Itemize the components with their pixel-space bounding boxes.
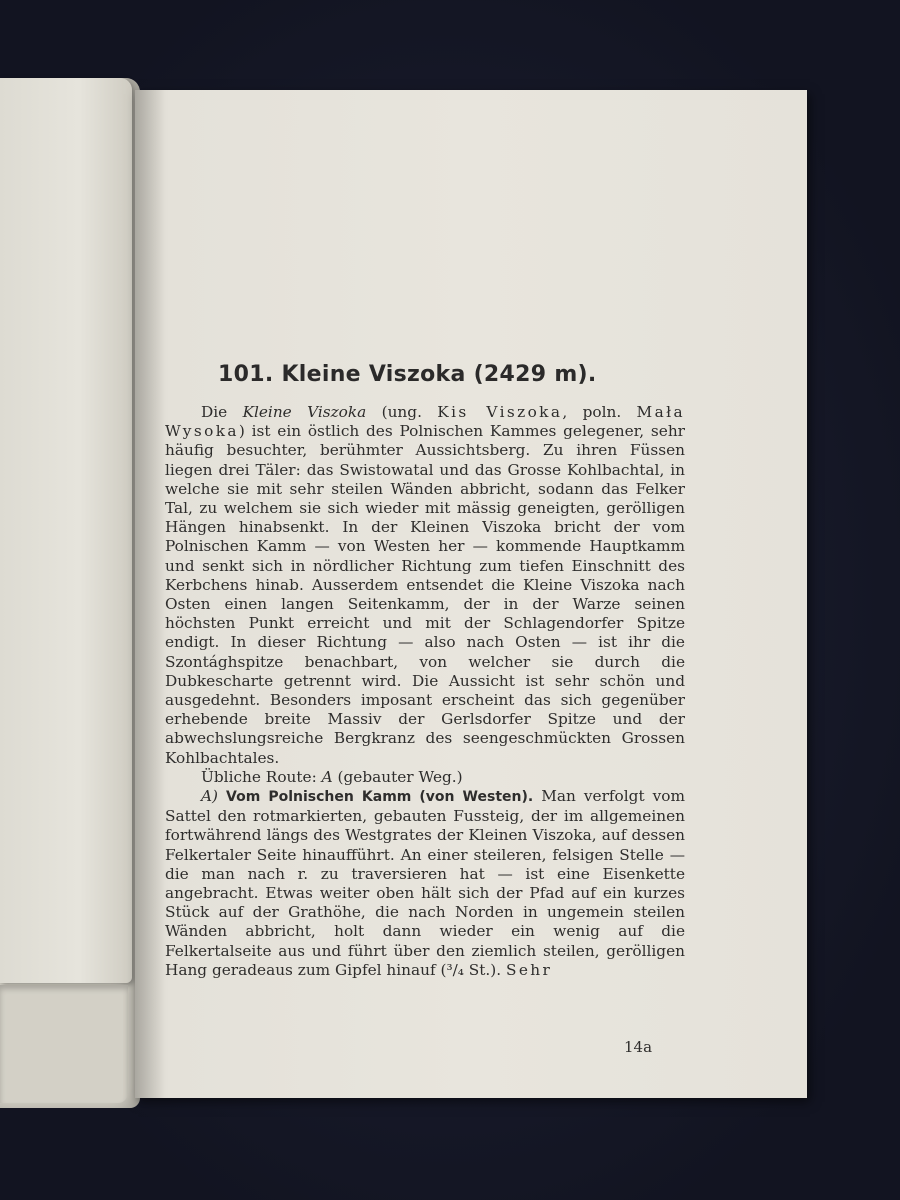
text-run: Die (201, 403, 243, 421)
page-number: 14a (624, 1038, 653, 1056)
text-run: , poln. (562, 403, 637, 421)
text-run: Man verfolgt vom Sattel den rotmarkierten, gebauten Fussteig, der im allgemeinen fortwährend längs des Westgrates der Kleinen Viszoka, auf dessen Felkertaler Seite hinaufführt. An einer steileren, felsigen Stelle — die man nach r. zu traversieren hat — ist eine Eisenkette angebracht. Etwas weiter oben hält sich der Pfad auf ein kurzes Stück auf der Grathöhe, die nach Norden in ungemein steilen Wänden abbricht, holt dann wieder ein wenig auf die Felkertalseite aus und führt über den ziemlich steilen, gerölligen Hang geradeaus zum Gipfel hinauf ( (165, 787, 685, 979)
hungarian-name: Kis Viszoka (437, 403, 563, 421)
text-run: (ung. (366, 403, 438, 421)
left-page-edge (0, 78, 132, 983)
paragraph-usual-route (165, 768, 685, 787)
section-title: Kleine Viszoka (2429 m). (281, 362, 597, 387)
text-run: ) ist ein östlich des Polnischen Kammes gelegener, sehr häufig besuchter, berühmter Aussichtsberg. Zu ihren Füssen liegen drei Täler: das Swistowatal und das Grosse Kohlbachtal, in welche sie mit sehr steilen Wänden abbricht, sodann das Felker Tal, zu welchem sie sich wieder mit mässig geneigten, gerölligen Hängen hinabsenkt. In der Kleinen Viszoka bricht der vom Polnischen Kamm — von Westen her — kommende Hauptkamm und senkt sich in nördlicher Richtung zum tiefen Einschnitt des Kerbchens hinab. Ausserdem entsendet die Kleine Viszoka nach Osten einen langen Seitenkamm, der in der Warze seinen höchsten Punkt erreicht und mit der Schlagendorfer Spitze endigt. In dieser Richtung — also nach Osten — ist ihr die Szontághspitze benachbart, von welcher sie durch die Dubkescharte getrennt wird. Die Aussicht ist sehr schön und ausgedehnt. Besonders imposant erscheint das sich gegenüber erhebende breite Massiv der Gerlsdorfer Spitze und der abwechslungsreiche Bergkranz des seengeschmückten Grossen Kohlbachtales. (165, 422, 685, 767)
mountain-name-italic: Kleine Viszoka (242, 403, 367, 421)
body-text (165, 403, 685, 980)
section-heading (218, 362, 638, 387)
route-letter: A) (201, 787, 219, 806)
fraction: ³/₄ (446, 960, 464, 979)
section-number: 101. (218, 362, 274, 387)
polish-name: Mała Wysoka (165, 403, 685, 441)
text-run: St.). (463, 960, 506, 979)
text-run: (gebauter Weg.) (332, 767, 463, 786)
route-heading: Vom Polnischen Kamm (von Westen). (226, 789, 534, 806)
paragraph-description (165, 403, 685, 768)
paragraph-route-a (165, 787, 685, 980)
route-letter: A (321, 767, 333, 786)
left-page-lower-edge (0, 985, 128, 1103)
spaced-word: Sehr (505, 960, 553, 979)
text-run: Übliche Route: (201, 767, 322, 786)
